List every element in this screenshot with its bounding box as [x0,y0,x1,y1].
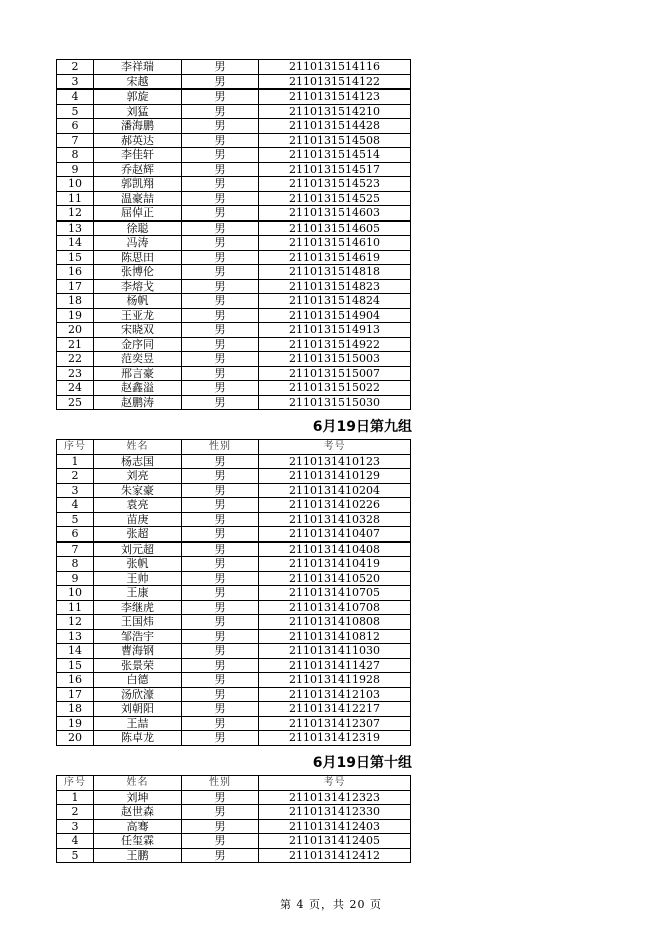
table-row [57,366,411,381]
col-header-exam-no: 考号 [259,776,411,791]
cell-name: 白德 [94,673,182,688]
cell-name: 邢言豪 [94,366,182,381]
cell-exam-no: 2110131514904 [259,308,411,323]
cell-exam-no: 2110131412217 [259,702,411,717]
cell-exam-no: 2110131514610 [259,236,411,251]
cell-gender: 男 [182,644,259,659]
cell-name: 任玺霖 [94,834,182,849]
cell-name: 苗庚 [94,512,182,527]
cell-exam-no: 2110131411030 [259,644,411,659]
cell-exam-no: 2110131515030 [259,395,411,410]
table-row [57,716,411,731]
cell-name: 屈倬正 [94,206,182,221]
cell-name: 郭旋 [94,89,182,104]
table-row [57,352,411,367]
cell-name: 温豪喆 [94,191,182,206]
cell-name: 李继虎 [94,600,182,615]
cell-gender: 男 [182,542,259,557]
cell-name: 王帅 [94,571,182,586]
cell-exam-no: 2110131410520 [259,571,411,586]
cell-exam-no: 2110131514913 [259,323,411,338]
cell-gender: 男 [182,483,259,498]
roster-body-2 [57,440,411,746]
cell-name: 刘亮 [94,469,182,484]
table-row [57,498,411,513]
cell-name: 张超 [94,527,182,542]
cell-gender: 男 [182,687,259,702]
table-row [57,381,411,396]
cell-name: 汤欣濠 [94,687,182,702]
cell-exam-no: 2110131514210 [259,104,411,119]
cell-exam-no: 2110131514514 [259,148,411,163]
col-header-seq: 序号 [57,440,94,455]
table-row [57,323,411,338]
col-header-gender: 性别 [182,440,259,455]
cell-name: 郝英达 [94,133,182,148]
cell-exam-no: 2110131514823 [259,279,411,294]
table-row [57,148,411,163]
cell-seq: 24 [57,381,94,396]
cell-name: 王喆 [94,716,182,731]
cell-exam-no: 2110131410328 [259,512,411,527]
cell-exam-no: 2110131515022 [259,381,411,396]
cell-name: 乔赵辉 [94,162,182,177]
cell-seq: 7 [57,133,94,148]
table-row [57,527,411,542]
cell-gender: 男 [182,454,259,469]
cell-name: 赵鑫溢 [94,381,182,396]
roster-table-1 [56,59,411,410]
cell-name: 宋晓双 [94,323,182,338]
table-row [57,250,411,265]
cell-name: 潘海鹏 [94,119,182,134]
table-row [57,483,411,498]
cell-name: 刘坤 [94,790,182,805]
cell-exam-no: 2110131514824 [259,294,411,309]
cell-gender: 男 [182,731,259,746]
cell-exam-no: 2110131412323 [259,790,411,805]
cell-exam-no: 2110131514619 [259,250,411,265]
table-row [57,629,411,644]
col-header-name: 姓名 [94,776,182,791]
cell-name: 赵鹏涛 [94,395,182,410]
cell-seq: 9 [57,571,94,586]
cell-name: 冯涛 [94,236,182,251]
cell-name: 刘猛 [94,104,182,119]
cell-seq: 9 [57,162,94,177]
table-row [57,279,411,294]
cell-exam-no: 2110131515003 [259,352,411,367]
cell-seq: 23 [57,366,94,381]
cell-seq: 17 [57,687,94,702]
cell-exam-no: 2110131514517 [259,162,411,177]
cell-exam-no: 2110131514818 [259,265,411,280]
cell-seq: 2 [57,60,94,75]
cell-name: 金序同 [94,337,182,352]
cell-seq: 11 [57,191,94,206]
cell-gender: 男 [182,702,259,717]
cell-exam-no: 2110131514605 [259,221,411,236]
cell-gender: 男 [182,366,259,381]
cell-name: 赵世森 [94,805,182,820]
cell-gender: 男 [182,162,259,177]
col-header-gender: 性别 [182,776,259,791]
cell-seq: 15 [57,250,94,265]
table-row [57,557,411,572]
cell-seq: 22 [57,352,94,367]
table-row [57,819,411,834]
page-footer: 第 4 页，共 20 页 [280,898,382,911]
cell-exam-no: 2110131412103 [259,687,411,702]
cell-gender: 男 [182,133,259,148]
cell-seq: 17 [57,279,94,294]
cell-name: 杨志国 [94,454,182,469]
roster-body-3 [57,776,411,863]
cell-seq: 14 [57,644,94,659]
cell-gender: 男 [182,848,259,863]
cell-exam-no: 2110131412405 [259,834,411,849]
col-header-seq: 序号 [57,776,94,791]
cell-seq: 6 [57,527,94,542]
cell-gender: 男 [182,148,259,163]
cell-name: 王国炜 [94,615,182,630]
cell-gender: 男 [182,308,259,323]
cell-gender: 男 [182,586,259,601]
cell-name: 张博伦 [94,265,182,280]
cell-seq: 3 [57,74,94,89]
table-row [57,89,411,104]
roster-body-1 [57,60,411,410]
cell-exam-no: 2110131412403 [259,819,411,834]
table-row [57,162,411,177]
cell-exam-no: 2110131514428 [259,119,411,134]
cell-seq: 11 [57,600,94,615]
cell-seq: 7 [57,542,94,557]
cell-name: 张景荣 [94,658,182,673]
cell-name: 李祥瑞 [94,60,182,75]
cell-exam-no: 2110131410123 [259,454,411,469]
cell-seq: 5 [57,512,94,527]
cell-seq: 1 [57,454,94,469]
cell-name: 宋越 [94,74,182,89]
cell-name: 刘元超 [94,542,182,557]
cell-seq: 1 [57,790,94,805]
col-header-exam-no: 考号 [259,440,411,455]
table-row [57,133,411,148]
cell-seq: 8 [57,148,94,163]
cell-name: 王鹏 [94,848,182,863]
cell-gender: 男 [182,119,259,134]
cell-seq: 18 [57,702,94,717]
cell-name: 邹浩宇 [94,629,182,644]
cell-seq: 4 [57,498,94,513]
cell-exam-no: 2110131514525 [259,191,411,206]
table-header-row [57,440,411,455]
table-row [57,542,411,557]
table-row [57,790,411,805]
table-row [57,702,411,717]
roster-table-2 [56,439,411,746]
table-row [57,586,411,601]
cell-exam-no: 2110131410226 [259,498,411,513]
table-header-row [57,776,411,791]
cell-gender: 男 [182,206,259,221]
table-row [57,119,411,134]
cell-seq: 10 [57,586,94,601]
cell-gender: 男 [182,236,259,251]
cell-name: 王亚龙 [94,308,182,323]
cell-exam-no: 2110131412319 [259,731,411,746]
cell-gender: 男 [182,395,259,410]
cell-gender: 男 [182,60,259,75]
cell-exam-no: 2110131514122 [259,74,411,89]
cell-name: 李佳轩 [94,148,182,163]
cell-gender: 男 [182,819,259,834]
cell-exam-no: 2110131514523 [259,177,411,192]
cell-gender: 男 [182,177,259,192]
cell-gender: 男 [182,673,259,688]
table-row [57,834,411,849]
table-row [57,206,411,221]
cell-name: 徐聪 [94,221,182,236]
cell-exam-no: 2110131410204 [259,483,411,498]
cell-seq: 12 [57,206,94,221]
cell-gender: 男 [182,294,259,309]
table-row [57,236,411,251]
table-row [57,104,411,119]
cell-gender: 男 [182,512,259,527]
cell-seq: 21 [57,337,94,352]
table-row [57,673,411,688]
table-row [57,848,411,863]
cell-gender: 男 [182,498,259,513]
cell-seq: 3 [57,483,94,498]
cell-name: 李熔戈 [94,279,182,294]
cell-seq: 10 [57,177,94,192]
cell-gender: 男 [182,469,259,484]
cell-gender: 男 [182,557,259,572]
cell-exam-no: 2110131410808 [259,615,411,630]
cell-exam-no: 2110131410812 [259,629,411,644]
table-row [57,191,411,206]
cell-gender: 男 [182,615,259,630]
cell-seq: 13 [57,221,94,236]
cell-seq: 20 [57,323,94,338]
cell-gender: 男 [182,89,259,104]
cell-exam-no: 2110131514123 [259,89,411,104]
cell-exam-no: 2110131412330 [259,805,411,820]
cell-exam-no: 2110131410129 [259,469,411,484]
cell-seq: 4 [57,89,94,104]
cell-exam-no: 2110131514603 [259,206,411,221]
cell-gender: 男 [182,323,259,338]
table-row [57,644,411,659]
cell-exam-no: 2110131412412 [259,848,411,863]
cell-exam-no: 2110131410408 [259,542,411,557]
table-row [57,177,411,192]
cell-seq: 2 [57,469,94,484]
cell-exam-no: 2110131410708 [259,600,411,615]
cell-gender: 男 [182,381,259,396]
cell-gender: 男 [182,250,259,265]
cell-exam-no: 2110131514508 [259,133,411,148]
cell-seq: 18 [57,294,94,309]
cell-name: 袁亮 [94,498,182,513]
cell-name: 张帆 [94,557,182,572]
cell-gender: 男 [182,265,259,280]
cell-seq: 15 [57,658,94,673]
cell-gender: 男 [182,191,259,206]
table-row [57,512,411,527]
cell-gender: 男 [182,834,259,849]
cell-exam-no: 2110131410705 [259,586,411,601]
cell-seq: 5 [57,848,94,863]
table-row [57,308,411,323]
table-row [57,600,411,615]
cell-seq: 6 [57,119,94,134]
table-row [57,265,411,280]
cell-name: 高骞 [94,819,182,834]
cell-gender: 男 [182,352,259,367]
cell-seq: 20 [57,731,94,746]
table-row [57,395,411,410]
cell-exam-no: 2110131410407 [259,527,411,542]
cell-gender: 男 [182,805,259,820]
cell-gender: 男 [182,600,259,615]
cell-seq: 8 [57,557,94,572]
group-10-heading: 6月19日第十组 [312,755,412,771]
cell-name: 范奕昱 [94,352,182,367]
cell-seq: 2 [57,805,94,820]
cell-exam-no: 2110131411427 [259,658,411,673]
cell-gender: 男 [182,337,259,352]
table-row [57,221,411,236]
table-row [57,60,411,75]
cell-gender: 男 [182,658,259,673]
table-row [57,469,411,484]
cell-gender: 男 [182,104,259,119]
roster-table-3 [56,775,411,863]
cell-name: 刘朝阳 [94,702,182,717]
col-header-name: 姓名 [94,440,182,455]
cell-gender: 男 [182,279,259,294]
cell-seq: 14 [57,236,94,251]
cell-exam-no: 2110131514116 [259,60,411,75]
table-row [57,454,411,469]
cell-seq: 19 [57,308,94,323]
table-row [57,658,411,673]
cell-name: 陈卓龙 [94,731,182,746]
cell-gender: 男 [182,716,259,731]
cell-gender: 男 [182,221,259,236]
cell-name: 陈思田 [94,250,182,265]
table-row [57,74,411,89]
cell-gender: 男 [182,527,259,542]
cell-exam-no: 2110131411928 [259,673,411,688]
table-row [57,337,411,352]
table-row [57,687,411,702]
table-row [57,615,411,630]
cell-gender: 男 [182,74,259,89]
cell-gender: 男 [182,629,259,644]
cell-seq: 3 [57,819,94,834]
cell-exam-no: 2110131412307 [259,716,411,731]
table-row [57,731,411,746]
table-row [57,805,411,820]
group-9-heading: 6月19日第九组 [312,419,412,435]
cell-seq: 4 [57,834,94,849]
cell-name: 曹海钢 [94,644,182,659]
cell-gender: 男 [182,790,259,805]
table-row [57,294,411,309]
cell-name: 王康 [94,586,182,601]
cell-exam-no: 2110131515007 [259,366,411,381]
cell-seq: 25 [57,395,94,410]
cell-seq: 16 [57,265,94,280]
cell-seq: 19 [57,716,94,731]
table-row [57,571,411,586]
cell-exam-no: 2110131410419 [259,557,411,572]
cell-name: 朱家豪 [94,483,182,498]
cell-name: 杨帆 [94,294,182,309]
cell-seq: 16 [57,673,94,688]
cell-seq: 13 [57,629,94,644]
cell-seq: 12 [57,615,94,630]
cell-gender: 男 [182,571,259,586]
cell-name: 郭凯翔 [94,177,182,192]
cell-exam-no: 2110131514922 [259,337,411,352]
cell-seq: 5 [57,104,94,119]
